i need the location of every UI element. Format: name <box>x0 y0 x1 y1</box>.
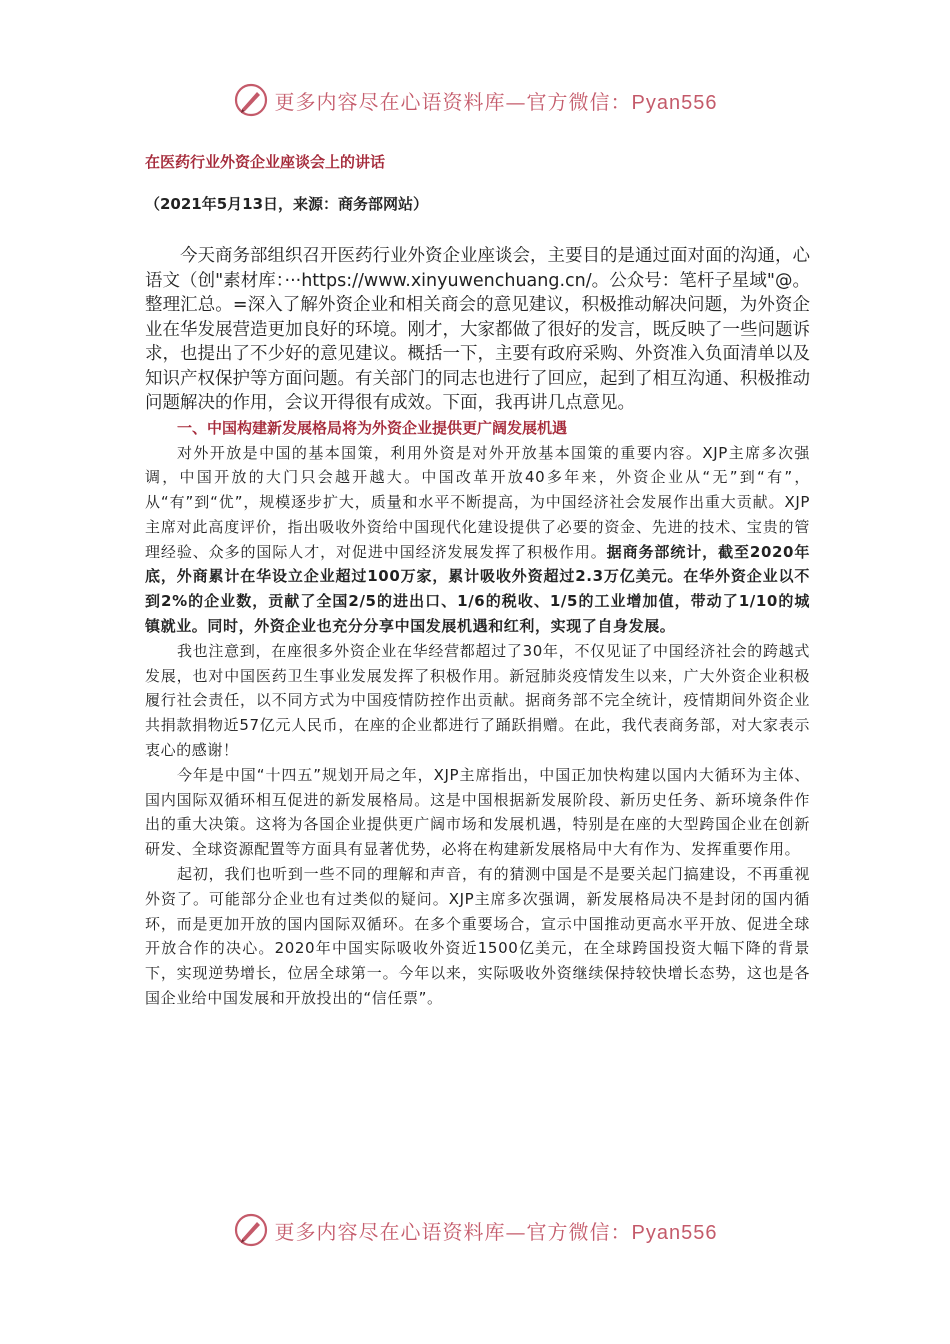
banner-text: 更多内容尽在心语资料库—官方微信：Pyan556 <box>274 89 718 114</box>
paragraph-4: 起初，我们也听到一些不同的理解和声音，有的猜测中国是不是要关起门搞建设，不再重视外资了。可能部分企业也有过类似的疑问。XJP主席多次强调，新发展格局决不是封闭的国内循环，而是更加开放的国内国际双循环。在多个重要场合，宣示中国推动更高水平开放、促进全球开放合作的决心。2020年中国实际吸收外资近1500亿美元，在全球跨国投资大幅下降的背景下，实现逆势增长，位居全球第一。今年以来，实际吸收外资继续保持较快增长态势，这也是各国企业给中国发展和开放投出的“信任票”。 <box>145 865 810 1008</box>
paragraph-1-text: 对外开放是中国的基本国策，利用外资是对外开放基本国策的重要内容。XJP主席多次强调，中国开放的大门只会越开越大。中国改革开放40多年来，外资企业从“无”到“有”，从“有”到“优”，规模逐步扩大，质量和水平不断提高，为中国经济社会发展作出重大贡献。XJP主席对此高度评价，指出吸收外资给中国现代化建设提供了必要的资金、先进的技术、宝贵的管理经验、众多的国际人才，对促进中国经济发展发挥了积极作用。 <box>145 443 810 561</box>
intro-paragraph: 今天商务部组织召开医药行业外资企业座谈会，主要目的是通过面对面的沟通，心语文（创"素材库：···https://www.xinyuwenchuang.cn/。公众号：笔杆子星域"@。整理汇总。=深入了解外资企业和相关商会的意见建议，积极推动解决问题，为外资企业在华发展营造更加良好的环境。刚才，大家都做了很好的发言，既反映了一些问题诉求，也提出了不少好的意见建议。概括一下，主要有政府采购、外资准入负面清单以及知识产权保护等方面问题。有关部门的同志也进行了回应，起到了相互沟通、积极推动问题解决的作用，会议开得很有成效。下面，我再讲几点意见。 <box>145 246 810 413</box>
document-title: 在医药行业外资企业座谈会上的讲话 <box>145 153 386 171</box>
document-meta: （2021年5月13日，来源：商务部网站） <box>145 195 429 213</box>
wechat-id: Pyan556 <box>631 1221 718 1244</box>
footer-banner <box>0 1208 950 1252</box>
paragraph-2: 我也注意到，在座很多外资企业在华经营都超过了30年，不仅见证了中国经济社会的跨越式发展，也对中国医药卫生事业发展发挥了积极作用。新冠肺炎疫情发生以来，广大外资企业积极履行社会责任，以不同方式为中国疫情防控作出贡献。据商务部不完全统计，疫情期间外资企业共捐款捐物近57亿元人民币，在座的企业都进行了踊跃捐赠。在此，我代表商务部，对大家表示衷心的感谢！ <box>145 641 810 760</box>
banner-text: 更多内容尽在心语资料库—官方微信：Pyan556 <box>274 1219 718 1244</box>
paragraph-1 <box>145 441 810 639</box>
section-heading: 一、中国构建新发展格局将为外资企业提供更广阔发展机遇 <box>177 418 568 437</box>
paragraph-3: 今年是中国“十四五”规划开局之年，XJP主席指出，中国正加快构建以国内大循环为主体、国内国际双循环相互促进的新发展格局。这是中国根据新发展阶段、新历史任务、新环境条件作出的重大决策。这将为各国企业提供更广阔市场和发展机遇，特别是在座的大型跨国企业在创新研发、全球资源配置等方面具有显著优势，必将在构建新发展格局中大有作为、发挥重要作用。 <box>145 765 810 859</box>
paragraph-1-bold: 据商务部统计，截至2020年底，外商累计在华设立企业超过100万家，累计吸收外资超过2.3万亿美元。在华外资企业以不到2%的企业数，贡献了全国2/5的进出口、1/6的税收、1/5的工业增加值，带动了1/10的城镇就业。同时，外资企业也充分分享中国发展机遇和红利，实现了自身发展。 <box>145 542 810 636</box>
wechat-id: Pyan556 <box>631 91 718 114</box>
pen-logo-icon <box>233 1212 269 1248</box>
header-banner <box>0 78 950 122</box>
pen-logo-icon <box>233 82 269 118</box>
document-body <box>145 140 810 1011</box>
